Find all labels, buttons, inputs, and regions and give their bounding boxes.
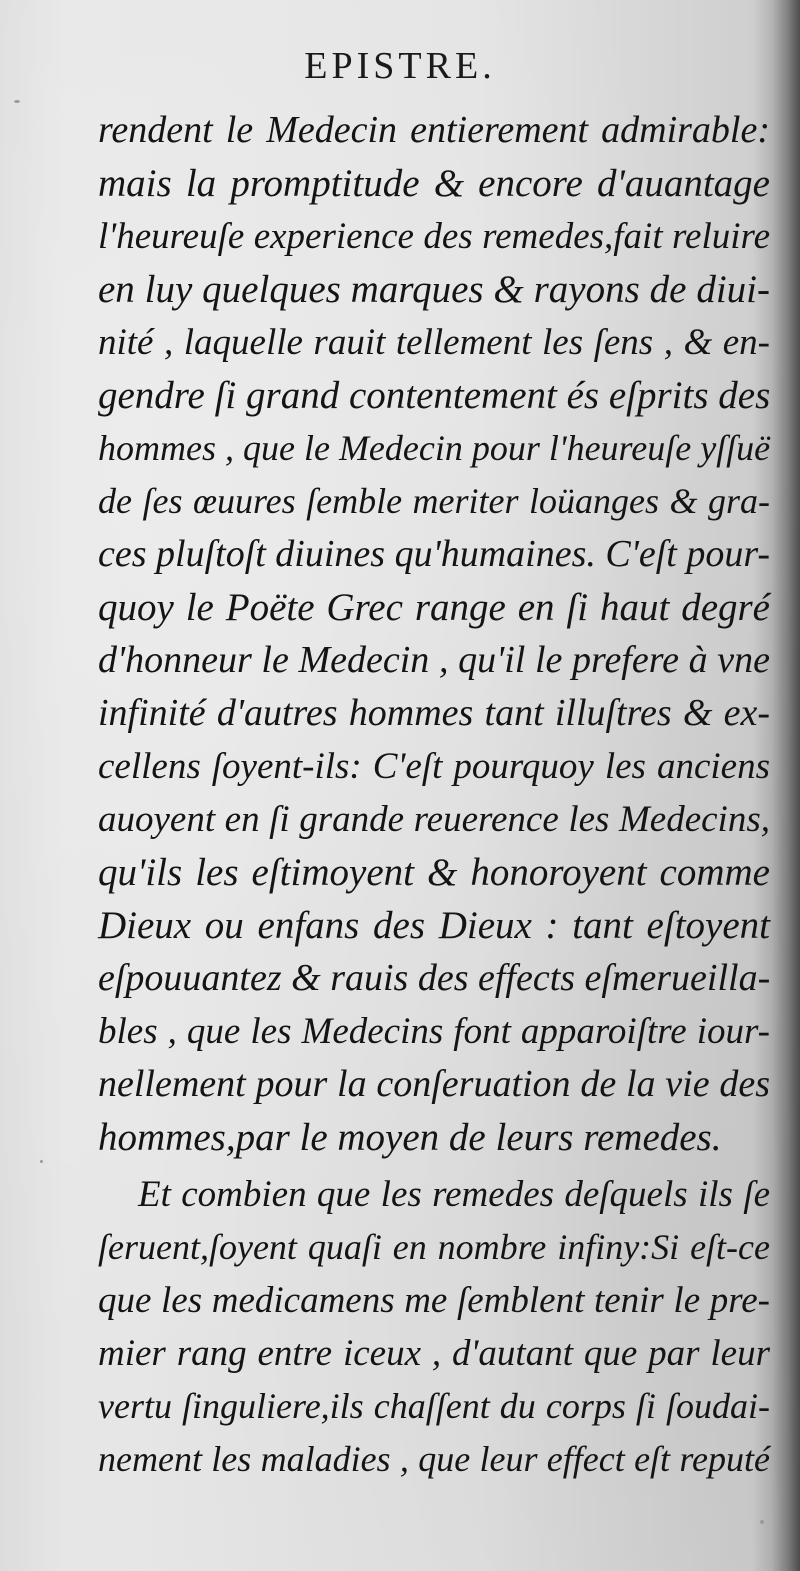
- text-line: vertu ſinguliere,ils chaſſent du corps ſi ſoudai-: [98, 1386, 770, 1426]
- text-line: en luy quelques marques & rayons de diui-: [98, 268, 770, 311]
- text-line: bles , que les Medecins font apparoiſtre iour-: [98, 1011, 770, 1052]
- paper-speck: [14, 100, 20, 103]
- text-line: nité , laquelle rauit tellement les ſens , & en-: [98, 322, 770, 363]
- paper-speck: [40, 1160, 43, 1163]
- body-text: [98, 104, 770, 1486]
- paragraph-2: [98, 1168, 770, 1486]
- text-line: de ſes œuures ſemble meriter loüanges & gra-: [98, 481, 770, 521]
- text-line: qu'ils les eſtimoyent & honoroyent comme: [98, 851, 770, 894]
- text-line: hommes,par le moyen de leurs remedes.: [98, 1116, 722, 1159]
- text-line: nement les maladies , que leur effect eſt reputé: [98, 1439, 770, 1479]
- paragraph-1: [98, 104, 770, 1164]
- text-line: mier rang entre iceux , d'autant que par leur: [98, 1333, 770, 1374]
- text-line: eſpouuantez & rauis des effects eſmerueilla-: [98, 957, 771, 999]
- text-line: que les medicamens me ſemblent tenir le pre-: [98, 1280, 770, 1321]
- text-line: nellement pour la conſeruation de la vie des: [98, 1063, 770, 1105]
- text-line: Et combien que les remedes deſquels ils ſe: [138, 1174, 770, 1215]
- text-line: mais la promptitude & encore d'auantage: [98, 162, 770, 205]
- text-line: auoyent en ſi grande reuerence les Medecins,: [98, 799, 770, 840]
- text-line: d'honneur le Medecin , qu'il le prefere à vne: [98, 639, 770, 681]
- text-line: hommes , que le Medecin pour l'heureuſe yſſuë: [98, 428, 771, 468]
- text-line: cellens ſoyent-ils: C'eſt pourquoy les anciens: [98, 746, 770, 787]
- text-line: Dieux ou enfans des Dieux : tant eſtoyent: [98, 904, 770, 947]
- text-line: l'heureuſe experience des remedes,fait reluire: [98, 216, 770, 257]
- text-line: ces pluſtoſt diuines qu'humaines. C'eſt pour-: [98, 533, 770, 575]
- text-line: ſeruent,ſoyent quaſi en nombre infiny:Si eſt-ce: [98, 1227, 770, 1267]
- text-line: infinité d'autres hommes tant illuſtres & ex-: [98, 692, 770, 734]
- text-line: gendre ſi grand contentement és eſprits des: [98, 374, 771, 417]
- text-line: rendent le Medecin entierement admirable:: [98, 109, 770, 151]
- running-head: EPISTRE.: [304, 45, 496, 87]
- paper-speck: [760, 1520, 764, 1524]
- page-gutter-shadow: [772, 0, 800, 1571]
- text-line: quoy le Poëte Grec range en ſi haut degré: [98, 586, 770, 629]
